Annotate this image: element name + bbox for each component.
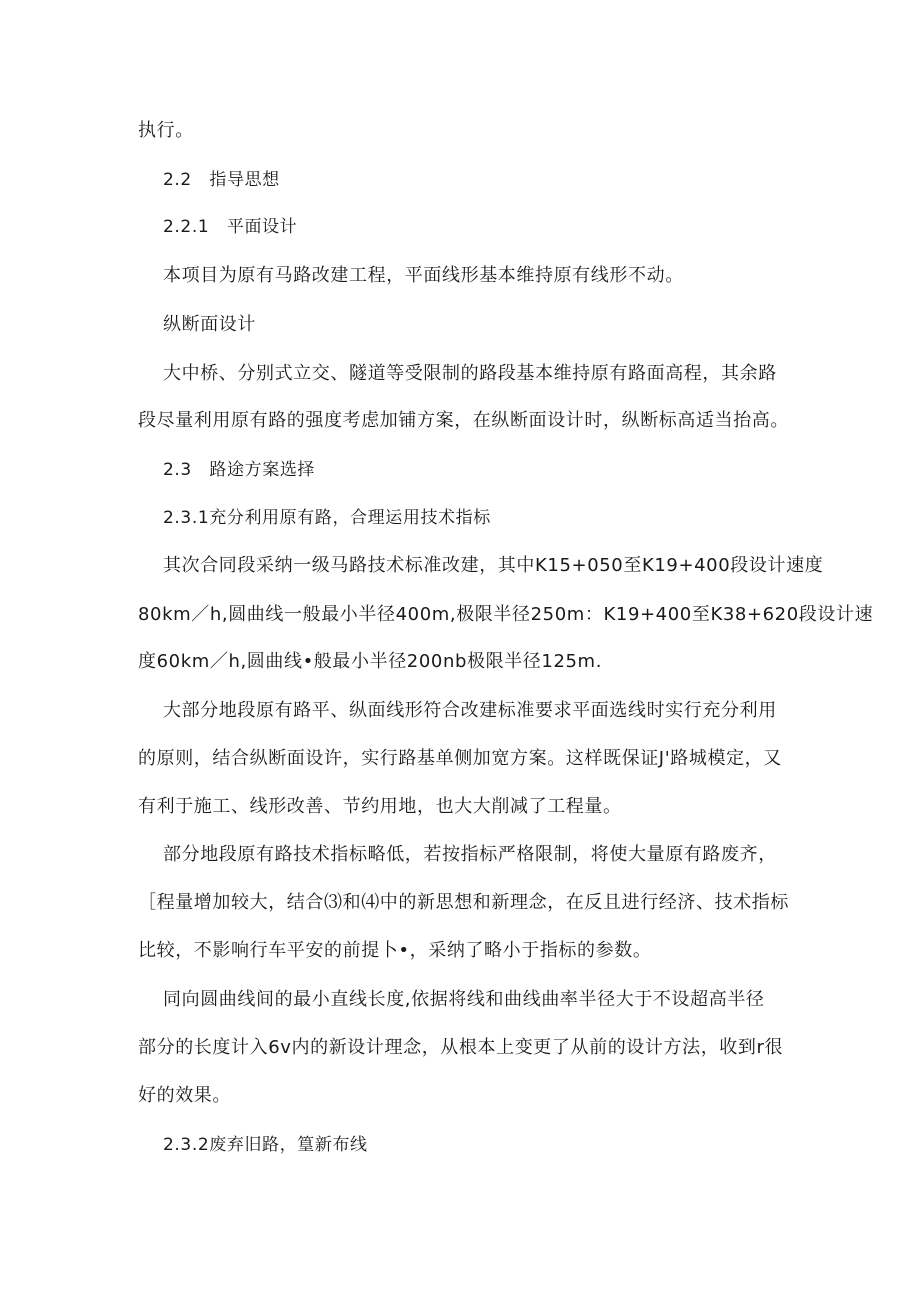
paragraph-line: 好的效果。 — [138, 1085, 231, 1106]
section-heading-2-3-2: 2.3.2废弃旧路，篁新布线 — [163, 1135, 368, 1155]
paragraph-line: 部分地段原有路技术指标略低，若按指标严格限制，将使大量原有路废齐， — [163, 844, 777, 865]
paragraph-line: 其次合同段采纳一级马路技术标准改建，其中K15+050至K19+400段设计速度 — [163, 555, 824, 576]
paragraph-line: 本项目为原有马路改建工程，平面线形基本维持原有线形不动。 — [163, 265, 684, 286]
paragraph-line: 执行。 — [138, 120, 194, 141]
section-heading-2-3-1: 2.3.1充分利用原有路，合理运用技术指标 — [163, 508, 491, 528]
paragraph-line: 比较，不影响行车平安的前提卜•，采纳了略小于指标的参数。 — [138, 940, 652, 961]
subsection-title: 纵断面设计 — [163, 314, 256, 335]
section-heading-2-2: 2.2 指导思想 — [163, 170, 280, 190]
section-heading-2-3: 2.3 路途方案选择 — [163, 460, 316, 480]
paragraph-line: 度60km／h,圆曲线•般最小半径200nb极限半径125m. — [138, 651, 603, 672]
paragraph-line: 同向圆曲线间的最小直线长度,依据将线和曲线曲率半径大于不设超高半径 — [163, 989, 765, 1010]
paragraph-line: 有利于施工、线形改善、节约用地，也大大削减了工程量。 — [138, 796, 622, 817]
paragraph-line: ［程量增加较大，结合⑶和⑷中的新思想和新理念，在反且进行经济、技术指标 — [138, 892, 789, 913]
paragraph-line: 段尽量利用原有路的强度考虑加铺方案，在纵断面设计时，纵断标高适当抬高。 — [138, 410, 789, 431]
paragraph-line: 的原则，结合纵断面设许，实行路基单侧加宽方案。这样既保证J'路城模定，又 — [138, 748, 782, 769]
paragraph-line: 大部分地段原有路平、纵面线形符合改建标准要求平面选线时实行充分利用 — [163, 700, 777, 721]
paragraph-line: 80km／h,圆曲线一般最小半径400m,极限半径250m：K19+400至K38+620段设计速 — [138, 604, 874, 625]
paragraph-line: 大中桥、分别式立交、隧道等受限制的路段基本维持原有路面高程，其余路 — [163, 363, 777, 384]
paragraph-line: 部分的长度计入6v内的新设计理念，从根本上变更了从前的设计方法，收到r很 — [138, 1037, 784, 1058]
section-heading-2-2-1: 2.2.1 平面设计 — [163, 217, 298, 237]
